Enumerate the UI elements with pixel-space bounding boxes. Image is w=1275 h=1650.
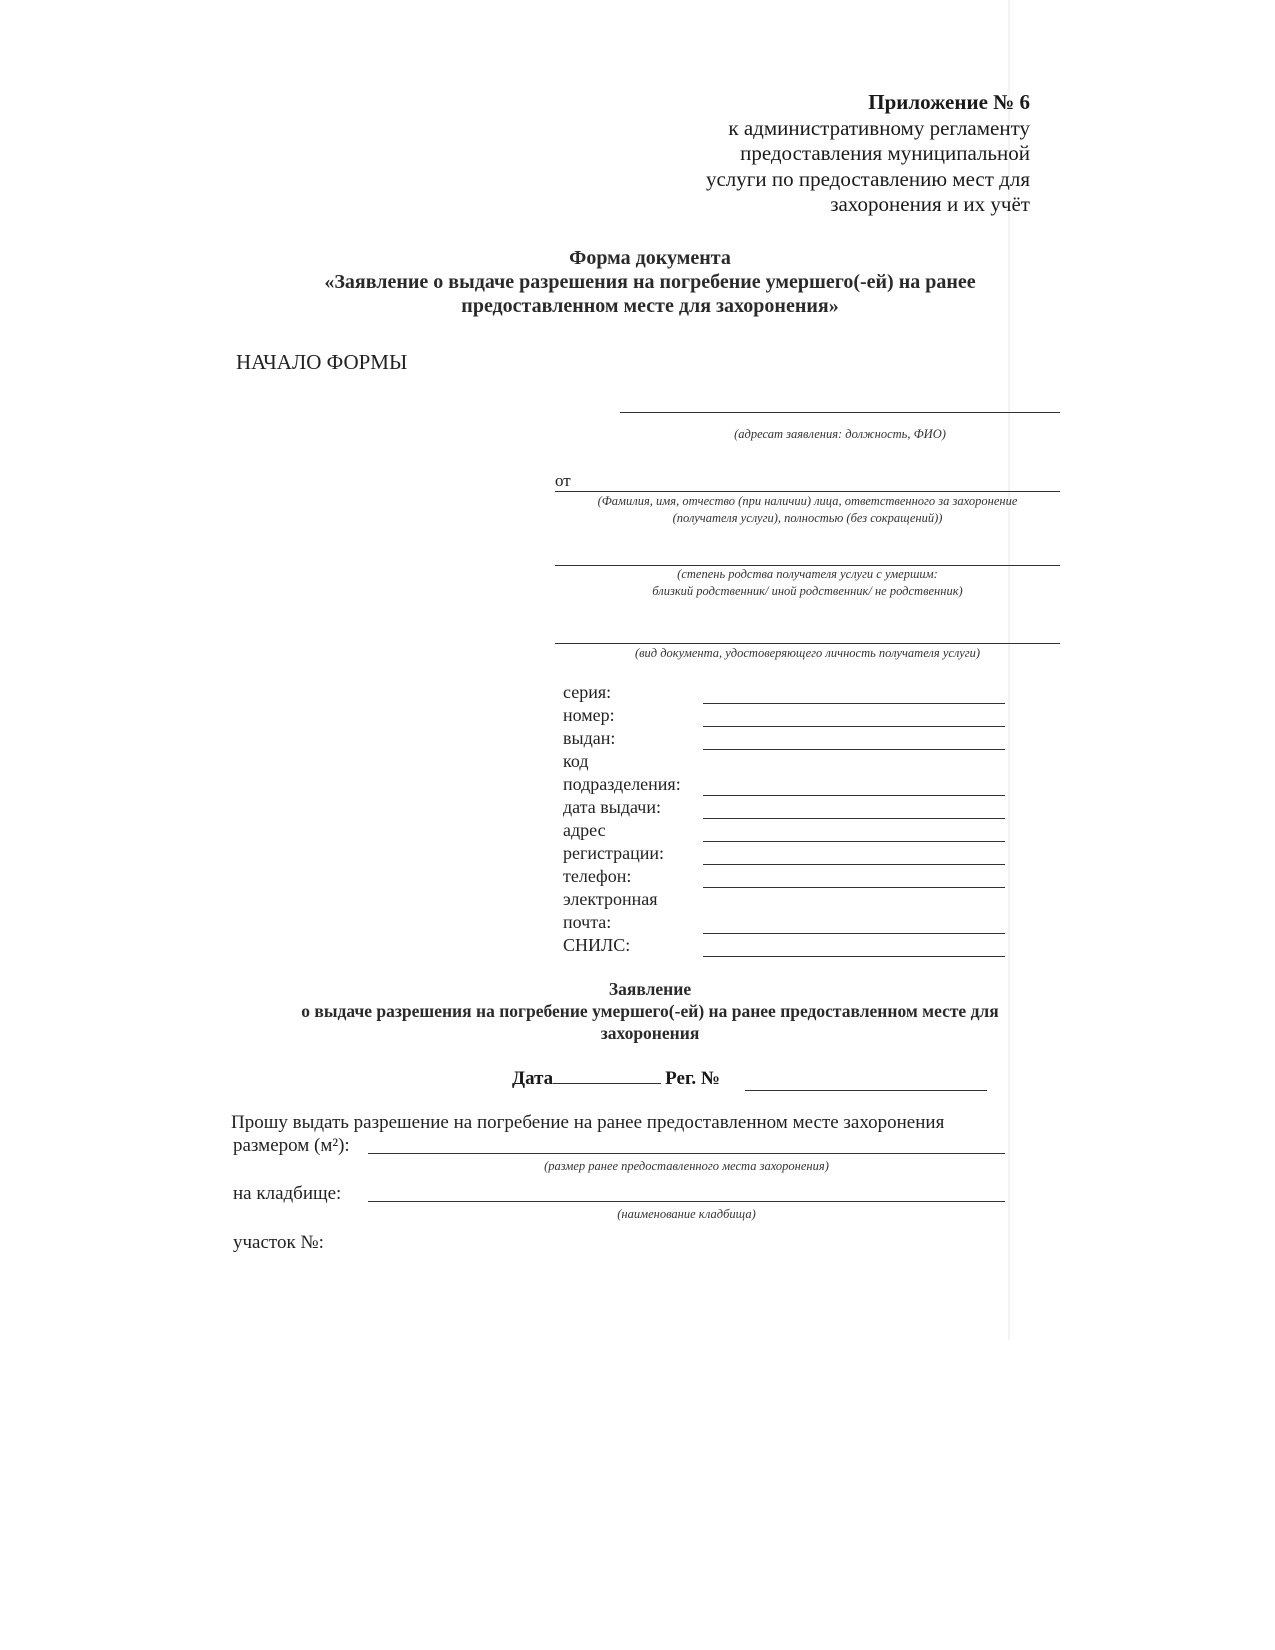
- statement-header: [240, 978, 1060, 1044]
- division-code-line[interactable]: [703, 795, 1005, 796]
- size-hint: (размер ранее предоставленного места захоронения): [544, 1159, 829, 1173]
- form-title-line: предоставленном месте для захоронения»: [461, 295, 839, 317]
- relation-hint-line: (степень родства получателя услуги с умершим:: [677, 567, 938, 581]
- applicant-name-hint-line: (Фамилия, имя, отчество (при наличии) лица, ответственного за захоронение: [597, 494, 1018, 508]
- cemetery-label: на кладбище:: [233, 1183, 342, 1204]
- email-label-2: почта:: [563, 912, 612, 932]
- form-title: [240, 246, 1060, 318]
- issue-date-label: дата выдачи:: [563, 797, 661, 817]
- series-line[interactable]: [703, 703, 1005, 704]
- appendix-line: услуги по предоставлению мест для: [705, 166, 1030, 191]
- issued-line[interactable]: [703, 749, 1005, 750]
- snils-line[interactable]: [703, 956, 1005, 957]
- address-line-1[interactable]: [703, 841, 1005, 842]
- form-title-line: «Заявление о выдаче разрешения на погребение умершего(-ей) на ранее: [324, 271, 976, 293]
- appendix-line: предоставления муниципальной: [740, 141, 1030, 165]
- addressee-line[interactable]: [620, 412, 1060, 413]
- relation-hint-line: близкий родственник/ иной родственник/ не родственник): [652, 584, 963, 598]
- cemetery-hint: (наименование кладбища): [617, 1207, 756, 1221]
- division-code-label-2: подразделения:: [563, 774, 681, 794]
- phone-label: телефон:: [563, 866, 632, 886]
- number-line[interactable]: [703, 726, 1005, 727]
- issued-label: выдан:: [563, 728, 616, 748]
- date-field[interactable]: [553, 1066, 661, 1084]
- appendix-line: к административному регламенту: [728, 115, 1030, 140]
- statement-line: о выдаче разрешения на погребение умершего(-ей) на ранее предоставленном месте для: [301, 1001, 999, 1021]
- form-title-line: Форма документа: [569, 247, 731, 269]
- form-start-label: НАЧАЛО ФОРМЫ: [236, 350, 408, 374]
- date-label: Дата: [512, 1068, 554, 1089]
- phone-line[interactable]: [703, 887, 1005, 888]
- request-text: Прошу выдать разрешение на погребение на ранее предоставленном месте захоронения: [231, 1112, 945, 1133]
- size-line[interactable]: [368, 1153, 1005, 1154]
- appendix-line: захоронения и их учёт: [830, 192, 1030, 216]
- email-line[interactable]: [703, 933, 1005, 934]
- size-label: размером (м²):: [233, 1135, 350, 1156]
- relation-hint: [555, 566, 1060, 600]
- applicant-name-line[interactable]: [555, 491, 1060, 492]
- id-document-hint: (вид документа, удостоверяющего личность получателя услуги): [634, 646, 981, 660]
- plot-label: участок №:: [233, 1232, 324, 1253]
- issue-date-line[interactable]: [703, 818, 1005, 819]
- statement-title: Заявление: [608, 979, 692, 999]
- address-label-1: адрес: [563, 820, 606, 840]
- applicant-name-hint: [555, 493, 1060, 527]
- reg-number-label: Рег. №: [665, 1068, 721, 1089]
- address-line-2[interactable]: [703, 864, 1005, 865]
- from-label: от: [555, 471, 571, 490]
- division-code-label-1: код: [563, 751, 589, 771]
- id-document-line[interactable]: [555, 643, 1060, 644]
- snils-label: СНИЛС:: [563, 935, 631, 955]
- appendix-title: Приложение № 6: [868, 90, 1030, 114]
- series-label: серия:: [563, 682, 612, 702]
- email-label-1: электронная: [563, 889, 658, 909]
- applicant-name-hint-line: (получателя услуги), полностью (без сокращений)): [672, 511, 943, 525]
- reg-number-line[interactable]: [745, 1090, 987, 1091]
- cemetery-line[interactable]: [368, 1201, 1005, 1202]
- appendix-header: [706, 90, 1030, 218]
- addressee-hint: (адресат заявления: должность, ФИО): [734, 427, 946, 441]
- statement-line: захоронения: [600, 1023, 700, 1043]
- address-label-2: регистрации:: [563, 843, 664, 863]
- number-label: номер:: [563, 705, 615, 725]
- date-reg-row: [512, 1066, 720, 1090]
